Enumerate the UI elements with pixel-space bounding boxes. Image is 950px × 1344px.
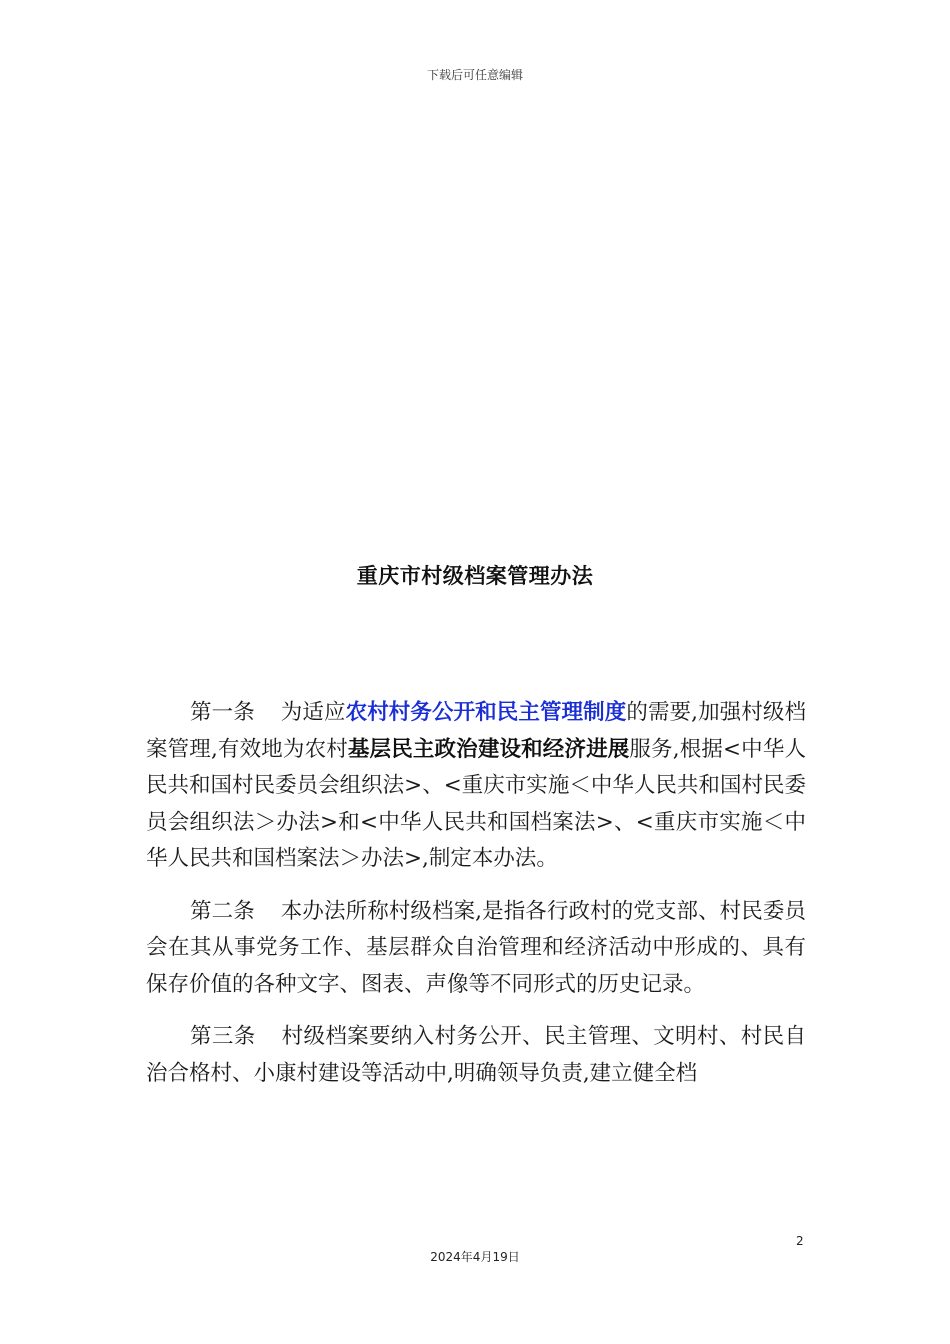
page-header: 下载后可任意编辑 — [426, 68, 523, 82]
article-text: 为适应 — [280, 700, 346, 725]
document-body — [146, 695, 806, 1108]
page-number: 2 — [796, 1234, 804, 1248]
page-footer-date: 2024年4月19日 — [430, 1250, 520, 1264]
article-1 — [146, 695, 806, 878]
article-3 — [146, 1019, 806, 1092]
article-text: 村级档案要纳入村务公开、民主管理、文明村、村民自治合格村、小康村建设等活动中,明确领导负责,建立健全档 — [146, 1024, 806, 1086]
article-number: 第一条 — [190, 700, 255, 725]
article-2 — [146, 894, 806, 1004]
article-number: 第二条 — [190, 898, 255, 924]
article-text: 本办法所称村级档案,是指各行政村的党支部、村民委员会在其从事党务工作、基层群众自治管理和经济活动中形成的、具有保存价值的各种文字、图表、声像等不同形式的历史记录。 — [146, 898, 806, 997]
article-text: 的需要,加强村级档案管理,有效地为农村 — [146, 700, 806, 762]
emphasized-text: 基层民主政治建设和经济进展 — [347, 736, 630, 762]
document-title: 重庆市村级档案管理办法 — [356, 564, 594, 588]
article-text: 服务,根据<中华人民共和国村民委员会组织法>、<重庆市实施＜中华人民共和国村民委员会组织法＞办法>和<中华人民共和国档案法>、<重庆市实施＜中华人民共和国档案法＞办法>,制定本办法。 — [146, 736, 806, 871]
article-number: 第三条 — [190, 1024, 256, 1049]
law-link[interactable]: 农村村务公开和民主管理制度 — [345, 700, 627, 725]
